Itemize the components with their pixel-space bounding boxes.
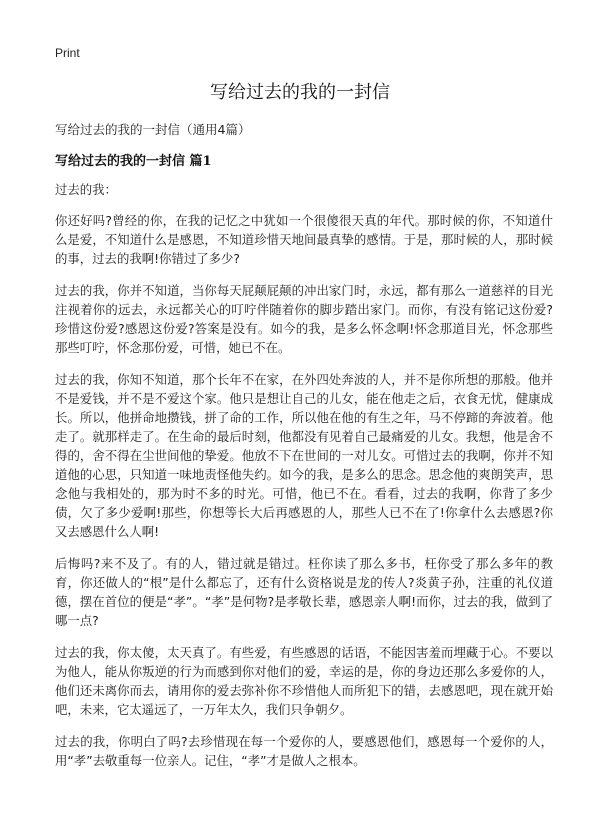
- letter-body: [55, 180, 553, 783]
- paragraph: 过去的我，你并不知道，当你每天屁颠屁颠的冲出家门时，永远，都有那么一道慈祥的目光注视着你的远去，永远都关心的叮咛伴随着你的脚步踏出家门。而你，有没有铭记这份爱?珍惜这份爱?感恩这份爱?答案是没有。如今的我，是多么怀念啊!怀念那道目光，怀念那些那些叮咛，怀念那份爱，可惜，她已不在。: [55, 283, 553, 355]
- document-title: 写给过去的我的一封信: [210, 82, 390, 103]
- paragraph: 后悔吗?来不及了。有的人，错过就是错过。枉你读了那么多书，枉你受了那么多年的教育，你还做人的“根”是什么都忘了，还有什么资格说是龙的传人?炎黄子孙，注重的礼仪道德，摆在首位的便是“孝”。“孝”是何物?是孝敬长辈，感恩亲人啊!而你，过去的我，做到了哪一点?: [55, 556, 553, 628]
- paragraph: 你还好吗?曾经的你，在我的记忆之中犹如一个很傻很天真的年代。那时候的你，不知道什么是爱，不知道什么是感恩，不知道珍惜天地间最真挚的感情。于是，那时候的人，那时候的事，过去的我啊!你错过了多少?: [55, 213, 553, 266]
- section-heading: 写给过去的我的一封信 篇1: [55, 154, 212, 169]
- paragraph: 过去的我，你知不知道，那个长年不在家，在外四处奔波的人，并不是你所想的那般。他并不是爱钱，并不是不爱这个家。他只是想让自己的儿女，能在他走之后，衣食无忧，健康成长。所以，他拼命地攒钱，拼了命的工作，所以他在他的有生之年，马不停蹄的奔波着。他走了。就那样走了。在生命的最后时刻，他都没有见着自己最痛爱的儿女。我想，他是舍不得的，舍不得在尘世间他的挚爱。他放不下在世间的一对儿女。可惜过去的我啊，你并不知道他的心思，只知道一味地责怪他失约。如今的我，是多么的思念。思念他的爽朗笑声，思念他与我相处的，那为时不多的时光。可惜，他已不在。看看，过去的我啊，你背了多少债，欠了多少爱啊!那些，你想等长大后再感恩的人，那些人已不在了!你拿什么去感恩?你又去感恩什么人啊!: [55, 372, 553, 539]
- print-link[interactable]: Print: [55, 46, 80, 60]
- paragraph: 过去的我，你明白了吗?去珍惜现在每一个爱你的人，要感恩他们，感恩每一个爱你的人，用“孝”去敬重每一位亲人。记住，“孝”才是做人之根本。: [55, 734, 553, 768]
- document-subtitle: 写给过去的我的一封信（通用4篇）: [55, 122, 251, 137]
- paragraph-greeting: 过去的我：: [55, 182, 117, 197]
- paragraph: 过去的我，你太傻，太天真了。有些爱，有些感恩的话语，不能因害羞而埋藏于心。不要以为他人，能从你叛逆的行为而感到你对他们的爱，幸运的是，你的身边还那么多爱你的人，他们还未离你而去，请用你的爱去弥补你不珍惜他人而所犯下的错，去感恩吧，现在就开始吧，未来，它太遥远了，一万年太久，我们只争朝夕。: [55, 645, 553, 717]
